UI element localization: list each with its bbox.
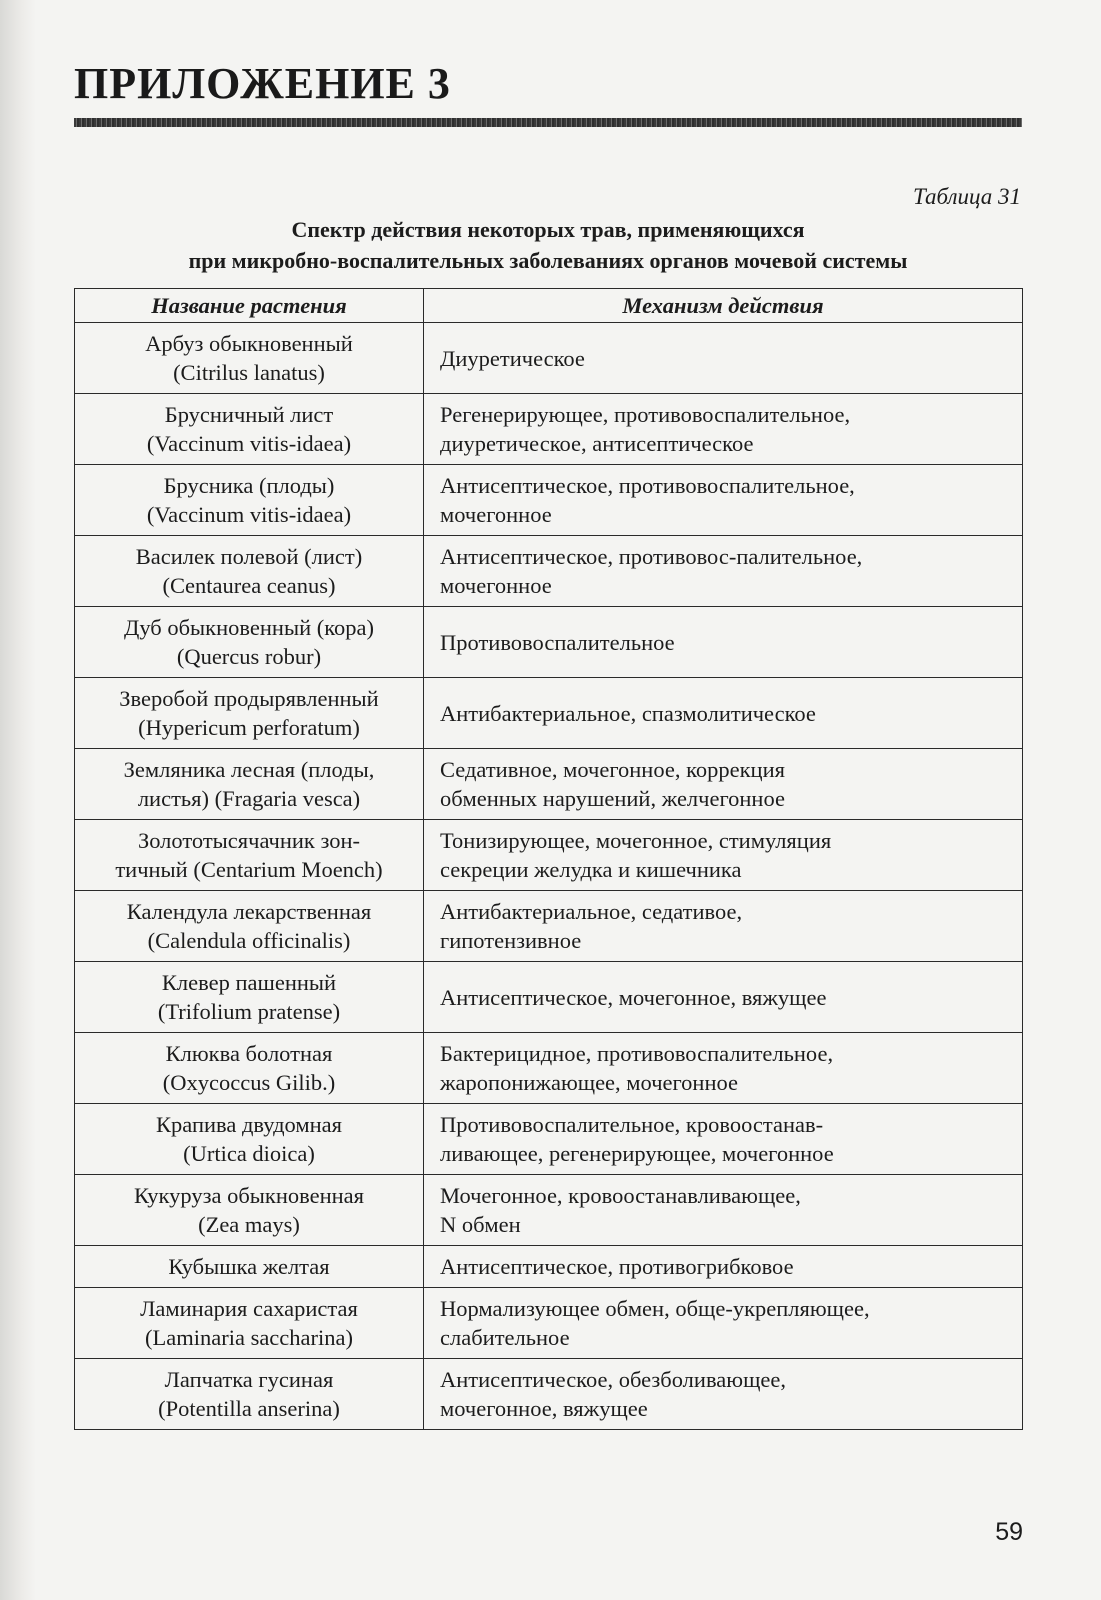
appendix-heading: ПРИЛОЖЕНИЕ 3 [74, 59, 451, 108]
heading-rule [74, 118, 1022, 127]
mechanism-line: мочегонное [440, 573, 552, 598]
mechanism-line: Регенерирующее, противовоспалительное, [440, 402, 851, 427]
table-row [75, 891, 1023, 962]
mechanism-line: жаропонижающее, мочегонное [440, 1070, 739, 1095]
plant-name-cell [75, 536, 424, 607]
plant-name-line: Календула лекарственная [126, 899, 372, 924]
mechanism-line: Антибактериальное, седативое, [440, 899, 743, 924]
mechanism-cell [424, 1175, 1023, 1246]
mechanism-line: гипотензивное [440, 928, 582, 953]
plant-name-line: тичный (Centarium Moench) [115, 857, 383, 882]
plant-name-cell [75, 749, 424, 820]
table-row [75, 323, 1023, 394]
mechanism-cell [424, 1104, 1023, 1175]
mechanism-line: обменных нарушений, желчегонное [440, 786, 785, 811]
mechanism-line: Тонизирующее, мочегонное, стимуляция [440, 828, 832, 853]
herbs-table [74, 288, 1023, 1430]
plant-name-line: Кубышка желтая [168, 1254, 330, 1279]
mechanism-line: Седативное, мочегонное, коррекция [440, 757, 785, 782]
plant-name-line: Арбуз обыкновенный [145, 331, 353, 356]
mechanism-cell [424, 1359, 1023, 1430]
plant-name-cell [75, 891, 424, 962]
table-body [75, 323, 1023, 1430]
plant-name-cell [75, 323, 424, 394]
plant-name-line: (Zea mays) [198, 1212, 300, 1237]
caption-line-2: при микробно-воспалительных заболеваниях органов мочевой системы [188, 248, 908, 273]
table-row [75, 1175, 1023, 1246]
plant-name-line: (Vaccinum vitis-idaea) [146, 431, 352, 456]
plant-name-line: (Laminaria saccharina) [145, 1325, 353, 1350]
mechanism-line: мочегонное, вяжущее [440, 1396, 648, 1421]
plant-name-line: Клевер пашенный [161, 970, 337, 995]
plant-name-line: Клюква болотная [165, 1041, 333, 1066]
mechanism-line: мочегонное [440, 502, 552, 527]
mechanism-line: слабительное [440, 1325, 570, 1350]
table-row [75, 394, 1023, 465]
plant-name-line: (Calendula officinalis) [147, 928, 351, 953]
plant-name-line: Василек полевой (лист) [135, 544, 363, 569]
plant-name-line: Земляника лесная (плоды, [123, 757, 375, 782]
mechanism-line: диуретическое, антисептическое [440, 431, 754, 456]
table-row [75, 678, 1023, 749]
plant-name-line: (Quercus robur) [176, 644, 322, 669]
mechanism-cell [424, 1288, 1023, 1359]
mechanism-cell [424, 820, 1023, 891]
mechanism-line: Антисептическое, обезболивающее, [440, 1367, 786, 1392]
table-caption [74, 214, 1022, 276]
plant-name-cell [75, 1246, 424, 1288]
plant-name-cell [75, 394, 424, 465]
plant-name-line: Кукуруза обыкновенная [133, 1183, 365, 1208]
plant-name-line: (Potentilla anserina) [158, 1396, 340, 1421]
header-plant-name: Название растения [75, 289, 424, 323]
plant-name-line: Дуб обыкновенный (кора) [123, 615, 375, 640]
table-row [75, 749, 1023, 820]
mechanism-line: ливающее, регенерирующее, мочегонное [440, 1141, 834, 1166]
mechanism-cell [424, 962, 1023, 1033]
table-row [75, 536, 1023, 607]
plant-name-line: (Trifolium pratense) [157, 999, 341, 1024]
mechanism-line: Противовоспалительное [440, 629, 675, 655]
mechanism-cell [424, 891, 1023, 962]
mechanism-cell [424, 749, 1023, 820]
table-row [75, 962, 1023, 1033]
plant-name-line: (Vaccinum vitis-idaea) [146, 502, 352, 527]
plant-name-line: (Centaurea ceanus) [162, 573, 336, 598]
plant-name-cell [75, 607, 424, 678]
table-number: Таблица 31 [912, 184, 1021, 209]
plant-name-cell [75, 465, 424, 536]
plant-name-cell [75, 1033, 424, 1104]
header-mechanism: Механизм действия [424, 289, 1023, 323]
mechanism-cell [424, 536, 1023, 607]
mechanism-cell [424, 465, 1023, 536]
plant-name-cell [75, 678, 424, 749]
page-edge [0, 0, 36, 1600]
mechanism-line: Противовоспалительное, кровоостанав- [440, 1112, 824, 1137]
table-row [75, 1104, 1023, 1175]
mechanism-line: Антисептическое, противогрибковое [440, 1254, 794, 1279]
mechanism-cell [424, 607, 1023, 678]
mechanism-line: Антибактериальное, спазмолитическое [440, 700, 816, 726]
mechanism-line: N обмен [440, 1212, 521, 1237]
mechanism-line: Диуретическое [440, 345, 585, 371]
plant-name-cell [75, 1288, 424, 1359]
plant-name-line: (Urtica dioica) [183, 1141, 315, 1166]
mechanism-cell [424, 1246, 1023, 1288]
plant-name-line: (Oxycoccus Gilib.) [162, 1070, 336, 1095]
mechanism-cell [424, 678, 1023, 749]
mechanism-line: Нормализующее обмен, обще-укрепляющее, [440, 1296, 870, 1321]
mechanism-line: Мочегонное, кровоостанавливающее, [440, 1183, 801, 1208]
plant-name-line: (Hypericum perforatum) [138, 715, 360, 740]
mechanism-cell [424, 394, 1023, 465]
plant-name-line: Крапива двудомная [156, 1112, 342, 1137]
table-row [75, 1359, 1023, 1430]
plant-name-line: Зверобой продырявленный [119, 686, 379, 711]
plant-name-cell [75, 1175, 424, 1246]
plant-name-line: (Citrilus lanatus) [173, 360, 325, 385]
mechanism-line: Бактерицидное, противовоспалительное, [440, 1041, 834, 1066]
plant-name-cell [75, 962, 424, 1033]
plant-name-line: листья) (Fragaria vesca) [137, 786, 361, 811]
mechanism-line: секреции желудка и кишечника [440, 857, 742, 882]
page-number: 59 [995, 1518, 1023, 1546]
table-row [75, 820, 1023, 891]
plant-name-line: Лапчатка гусиная [164, 1367, 334, 1392]
table-row [75, 607, 1023, 678]
table-header-row [75, 289, 1023, 323]
mechanism-line: Антисептическое, противовос-палительное, [440, 544, 863, 569]
mechanism-line: Антисептическое, противовоспалительное, [440, 473, 855, 498]
table-row [75, 1033, 1023, 1104]
table-row [75, 465, 1023, 536]
table-row [75, 1288, 1023, 1359]
plant-name-line: Брусника (плоды) [163, 473, 335, 498]
plant-name-cell [75, 820, 424, 891]
plant-name-cell [75, 1104, 424, 1175]
mechanism-cell [424, 1033, 1023, 1104]
plant-name-cell [75, 1359, 424, 1430]
plant-name-line: Золототысячачник зон- [137, 828, 361, 853]
plant-name-line: Брусничный лист [164, 402, 334, 427]
table-row [75, 1246, 1023, 1288]
caption-line-1: Спектр действия некоторых трав, применяющихся [291, 217, 805, 242]
plant-name-line: Ламинария сахаристая [140, 1296, 358, 1321]
mechanism-cell [424, 323, 1023, 394]
mechanism-line: Антисептическое, мочегонное, вяжущее [440, 984, 827, 1010]
